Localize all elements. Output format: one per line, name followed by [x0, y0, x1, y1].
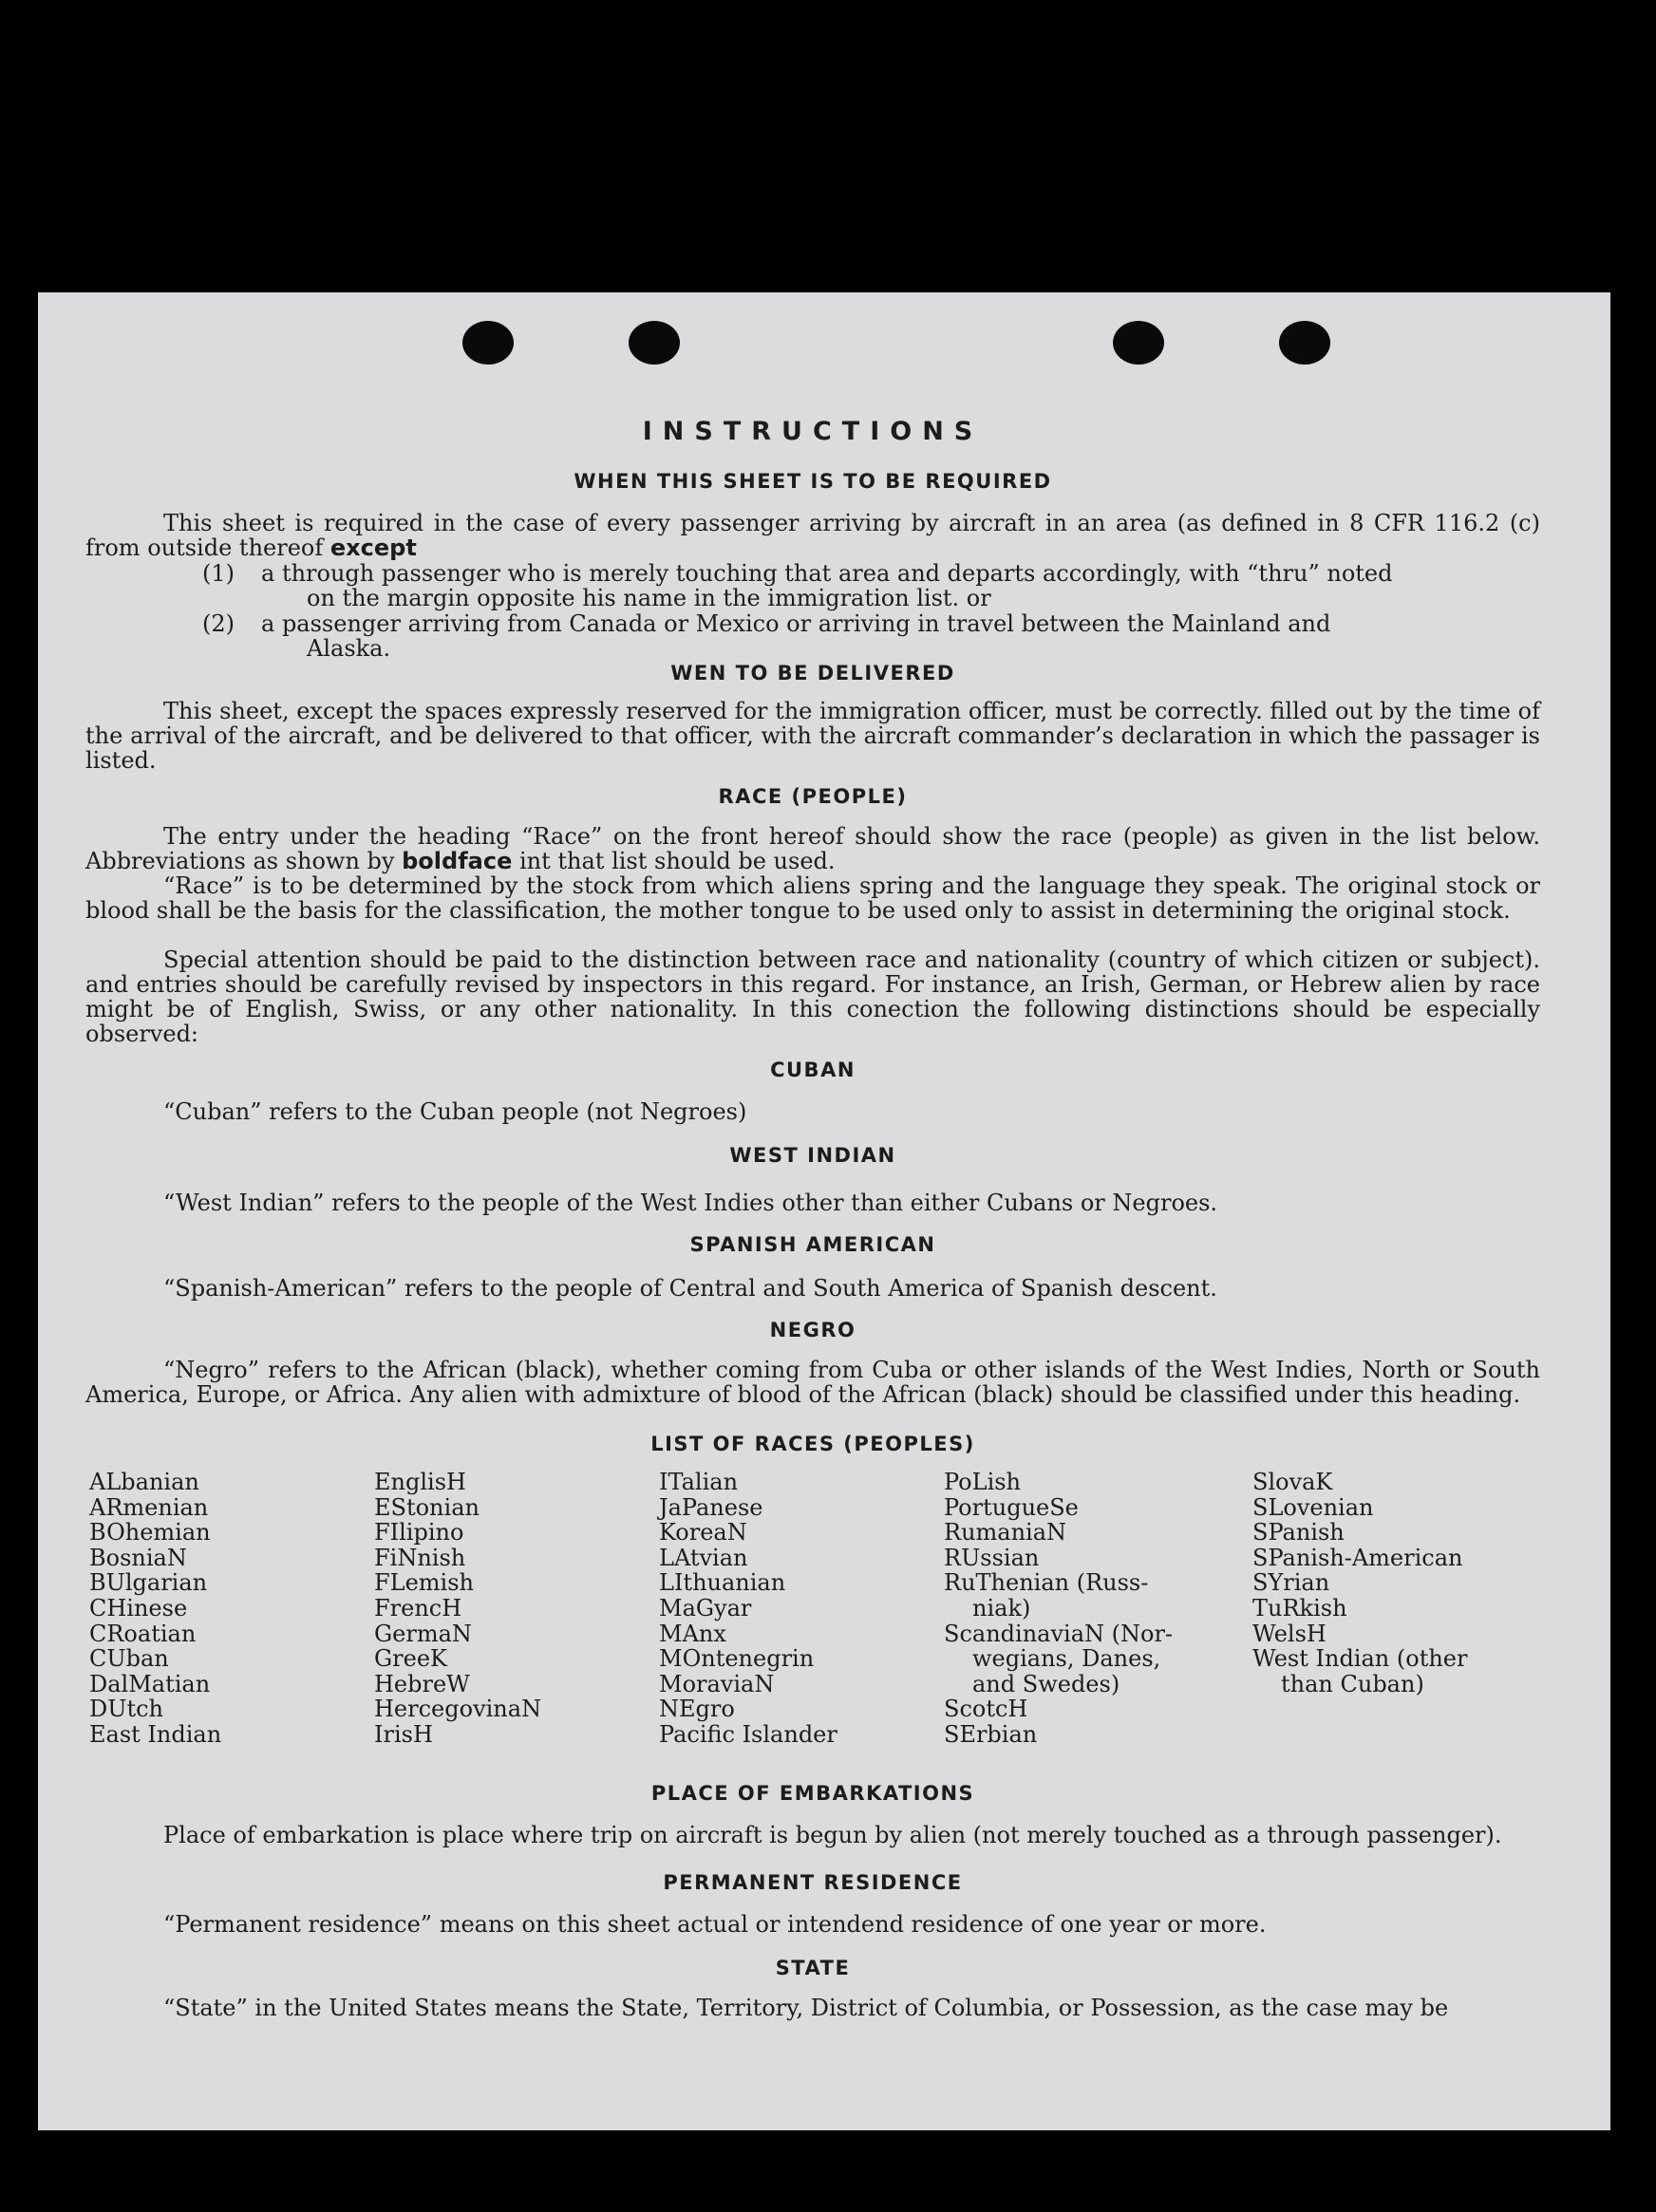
race-item: Pacific Islander — [659, 1720, 837, 1748]
race-item: West Indian (other — [1252, 1645, 1468, 1673]
race-item: SYrian — [1252, 1569, 1330, 1597]
race-item: NEgro — [659, 1696, 735, 1723]
race-item: SErbian — [944, 1720, 1038, 1748]
race-item: ARmenian — [89, 1493, 209, 1521]
race-item: IrisH — [374, 1720, 433, 1748]
race-item: RuThenian (Russ- — [944, 1569, 1149, 1597]
section-heading-embarkation: PLACE OF EMBARKATIONS — [650, 1782, 975, 1805]
race-paragraph-3: Special attention should be paid to the distinction between race and nationality (country of which citizen or subject). and entries should be carefully revised by inspectors in this regard. For instance, an Irish, German, or Hebrew alien by race might be of English, Swiss, or any other nationality. In this conection the following distinctions should be especially observed: — [85, 947, 1540, 1047]
race-item: BUlgarian — [89, 1569, 208, 1597]
section-heading-cuban: CUBAN — [770, 1059, 856, 1081]
negro-text: “Negro” refers to the African (black), whether coming from Cuba or other islands of the West Indies, North or South America, Europe, or Africa. Any alien with admixture of blood of the African (black) should be classified under this heading. — [85, 1357, 1540, 1408]
race-item: than Cuban) — [1281, 1670, 1424, 1697]
race-item: DUtch — [89, 1696, 164, 1723]
section-heading-required: WHEN THIS SHEET IS TO BE REQUIRED — [574, 470, 1052, 493]
races-column-4 — [944, 1470, 1173, 1748]
race-item: FiNnish — [374, 1544, 466, 1571]
punch-hole — [629, 321, 680, 365]
race-item: RumaniaN — [944, 1519, 1067, 1547]
section-heading-delivered: WEN TO BE DELIVERED — [670, 662, 955, 684]
section-heading-west-indian: WEST INDIAN — [729, 1144, 896, 1167]
race-item: SlovaK — [1252, 1469, 1333, 1495]
section-heading-state: STATE — [775, 1957, 851, 1979]
required-intro: This sheet is required in the case of every passenger arriving by aircraft in an area (as defined in 8 CFR 116.2 (c) from outside thereof except — [85, 510, 1540, 561]
race-item: ITalian — [659, 1469, 739, 1495]
race-item: SPanish — [1252, 1519, 1345, 1547]
punch-hole — [462, 321, 514, 365]
race-item: CRoatian — [89, 1620, 197, 1647]
race-item: EnglisH — [374, 1469, 466, 1495]
race-item: FIlipino — [374, 1519, 464, 1547]
race-item: HebreW — [374, 1670, 470, 1697]
race-item: MAnx — [659, 1620, 726, 1647]
race-item: KoreaN — [659, 1519, 747, 1547]
race-item: GreeK — [374, 1645, 447, 1673]
race-item: CHinese — [89, 1594, 188, 1622]
race-item: BosniaN — [89, 1544, 187, 1571]
race-item: ALbanian — [89, 1469, 199, 1495]
race-item: DalMatian — [89, 1670, 211, 1697]
document-sheet — [38, 292, 1610, 2130]
punch-hole — [1113, 321, 1164, 365]
race-item: East Indian — [89, 1720, 222, 1748]
race-item: FLemish — [374, 1569, 474, 1597]
required-item-1: (1) a through passenger who is merely touching that area and departs accordingly, with “thru” noted on the margin opposite his name in the immigration list. or — [202, 560, 1393, 611]
race-item: MOntenegrin — [659, 1645, 815, 1673]
race-item: SLovenian — [1252, 1493, 1374, 1521]
section-heading-spanish-american: SPANISH AMERICAN — [689, 1233, 936, 1256]
race-item: FrencH — [374, 1594, 462, 1622]
embarkation-text: Place of embarkation is place where trip on aircraft is begun by alien (not merely touched as a through passenger). — [163, 1822, 1502, 1848]
punch-hole — [1279, 321, 1330, 365]
race-item: MaGyar — [659, 1594, 752, 1622]
race-item: LAtvian — [659, 1544, 748, 1571]
race-item: EStonian — [374, 1493, 480, 1521]
residence-text: “Permanent residence” means on this sheet actual or intendend residence of one year or more. — [163, 1911, 1267, 1938]
section-heading-negro: NEGRO — [769, 1319, 856, 1341]
required-item-2: (2) a passenger arriving from Canada or Mexico or arriving in travel between the Mainland and Alaska. — [202, 610, 1331, 662]
races-list — [89, 1469, 1542, 1748]
race-item: GermaN — [374, 1620, 472, 1647]
race-item: ScandinaviaN (Nor- — [944, 1620, 1174, 1647]
race-item: PoLish — [944, 1469, 1022, 1495]
race-paragraph-1: The entry under the heading “Race” on the front hereof should show the race (people) as given in the list below. Abbreviations as shown by boldface int that list should be used. — [85, 823, 1540, 874]
race-item: JaPanese — [659, 1493, 763, 1521]
race-item: and Swedes) — [972, 1670, 1120, 1697]
race-item: wegians, Danes, — [972, 1645, 1161, 1673]
section-heading-list-of-races: LIST OF RACES (PEOPLES) — [650, 1433, 975, 1455]
delivered-text: This sheet, except the spaces expressly reserved for the immigration officer, must be correctly. filled out by the time of the arrival of the aircraft, and be delivered to that officer, with the aircraft commander’s declaration in which the passager is listed. — [85, 698, 1540, 774]
races-column-1 — [89, 1470, 221, 1748]
state-text: “State” in the United States means the State, Territory, District of Columbia, or Possession, as the case may be — [163, 1995, 1449, 2021]
race-item: WelsH — [1252, 1620, 1327, 1647]
race-item: CUban — [89, 1645, 169, 1673]
section-heading-race: RACE (PEOPLE) — [718, 785, 908, 808]
race-item: LIthuanian — [659, 1569, 786, 1597]
races-column-2 — [374, 1470, 541, 1748]
race-item: RUssian — [944, 1544, 1040, 1571]
race-item: HercegovinaN — [374, 1696, 542, 1723]
race-item: PortugueSe — [944, 1493, 1079, 1521]
race-item: niak) — [972, 1594, 1031, 1622]
page-title: INSTRUCTIONS — [642, 417, 984, 446]
race-item: SPanish-American — [1252, 1544, 1463, 1571]
section-heading-residence: PERMANENT RESIDENCE — [663, 1871, 963, 1894]
race-item: BOhemian — [89, 1519, 211, 1547]
except-bold: except — [329, 534, 417, 561]
race-paragraph-2: “Race” is to be determined by the stock from which aliens spring and the language they speak. The original stock or blood shall be the basis for the classification, the mother tongue to be used only to assist in determining the original stock. — [85, 872, 1540, 924]
race-item: ScotcH — [944, 1696, 1028, 1723]
race-item: MoraviaN — [659, 1670, 775, 1697]
boldface-word: boldface — [402, 848, 513, 874]
races-column-3 — [659, 1470, 837, 1748]
west-indian-text: “West Indian” refers to the people of the West Indies other than either Cubans or Negroes. — [163, 1190, 1218, 1216]
races-column-5 — [1252, 1470, 1467, 1696]
race-item: TuRkish — [1252, 1594, 1347, 1622]
spanish-american-text: “Spanish-American” refers to the people of Central and South America of Spanish descent. — [163, 1275, 1217, 1302]
cuban-text: “Cuban” refers to the Cuban people (not Negroes) — [163, 1098, 747, 1125]
